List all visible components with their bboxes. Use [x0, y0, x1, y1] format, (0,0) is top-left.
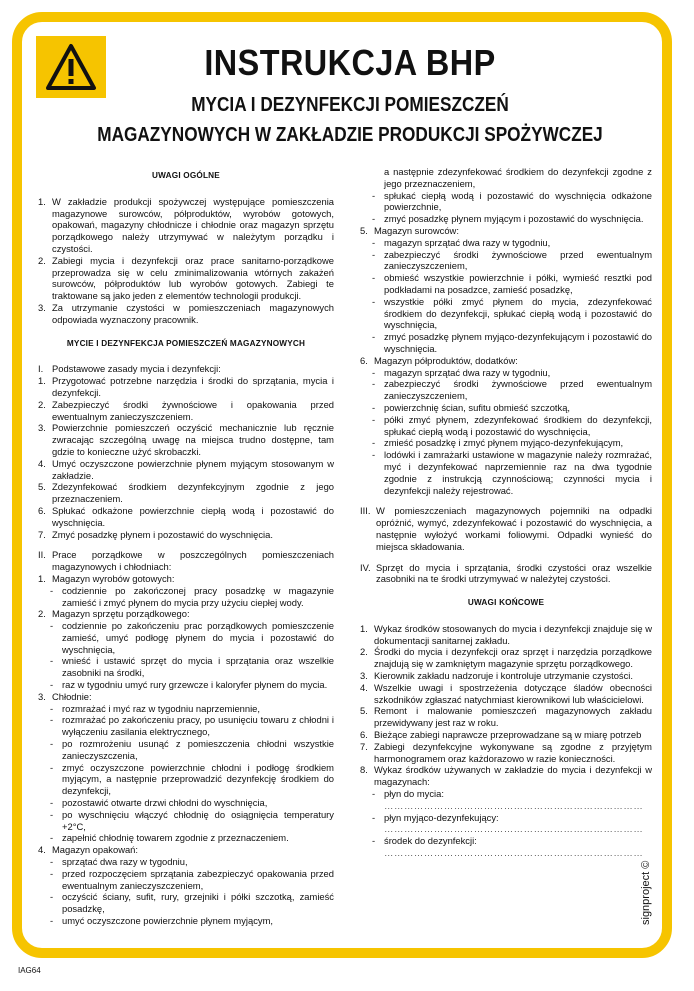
dash-item: - zmyć posadzkę płynem myjącym i pozostawić do wyschnięcia.: [372, 213, 644, 225]
list-item: 7. Zabiegi dezynfekcyjne wykonywane są zgodne z przyjętym harmonogramem oraz każdorazowo w razie konieczności.: [360, 740, 652, 764]
product-code: IAG64: [18, 966, 41, 975]
list-item: 2. Zabiegi mycia i dezynfekcji oraz prace sanitarno-porządkowe przeprowadza się w celu zminimalizowania wtórnych zakażeń surowców, półproduktów lub wyrobów gotowych. Zabiegi te traktowane są jako jeden z elementów technologii produkcji.: [38, 254, 334, 302]
general-heading: UWAGI OGÓLNE: [152, 171, 220, 180]
dash-item: - umyć oczyszczone powierzchnie płynem myjącym,: [50, 915, 274, 927]
dash-item: - zmyć posadzkę płynem myjąco-dezynfekującym i pozostawić do wyschnięcia.: [372, 331, 652, 354]
dash-item: - rozmrażać i myć raz w tygodniu naprzemiennie,: [50, 702, 260, 714]
fill-line[interactable]: - środek do dezynfekcji: ……………………………………………………………………: [372, 835, 644, 859]
dash-item: - zapełnić chłodnię towarem zgodnie z przeznaczeniem.: [50, 832, 289, 844]
dash-item: - zmyć oczyszczone powierzchnie chłodni i podłogę środkiem myjącym, a następnie przeprowadzić dezynfekcję środkiem do dezynfekcji,: [50, 761, 334, 797]
brand-mark: signproject ©: [640, 860, 652, 925]
list-item: 1. Wykaz środków stosowanych do mycia i dezynfekcji znajduje się w dokumentacji sanitarnej zakładu.: [360, 622, 652, 646]
dash-item: - oczyścić ściany, sufit, rury, grzejniki i półki szczotką, zamieść posadzkę,: [50, 891, 334, 915]
dash-item: - magazyn sprzątać dwa razy w tygodniu,: [372, 236, 551, 248]
list-item: 4. Umyć oczyszczone powierzchnie płynem myjącym stosowanym w zakładzie.: [38, 457, 334, 481]
list-item: 3. Kierownik zakładu nadzoruje i kontroluje utrzymanie czystości.: [360, 670, 633, 682]
warning-badge: [36, 36, 106, 98]
list-item: 8. Wykaz środków używanych w zakładzie do mycia i dezynfekcji w magazynach:: [360, 764, 652, 788]
group-title: 2. Magazyn sprzętu porządkowego:: [38, 608, 190, 620]
list-item: 2. Środki do mycia i dezynfekcji oraz sprzęt i narzędzia porządkowe znajdują się w zamkniętym magazynie sprzętu porządkowego.: [360, 646, 652, 670]
dash-item-continued: a następnie zdezynfekować środkiem do dezynfekcji zgodne z jego przeznaczeniem,: [384, 166, 652, 189]
list-item: 5. Zdezynfekować środkiem dezynfekcyjnym zgodnie z jego przeznaczeniem.: [38, 481, 334, 505]
dash-item: - półki zmyć płynem, zdezynfekować środkiem do dezynfekcji, spłukać ciepłą wodą i pozostawić do wyschnięcia,: [372, 413, 652, 437]
right-column: [360, 166, 652, 859]
dash-item: - sprzątać dwa razy w tygodniu,: [50, 856, 188, 868]
list-item: 1. Przygotować potrzebne narzędzia i środki do sprzątania, mycia i dezynfekcji.: [38, 375, 334, 398]
list-item: 7. Zmyć posadzkę płynem i pozostawić do wyschnięcia.: [38, 528, 273, 540]
dash-item: - obmieść wszystkie powierzchnie i półki, wymieść resztki pod podkładami na posadzce, zamieść posadzkę,: [372, 272, 652, 295]
dash-item: - przed rozpoczęciem sprzątania zabezpieczyć opakowania przed ewentualnym zanieczyszczeniem,: [50, 867, 334, 891]
page-subtitle-line1: MYCIA I DEZYNFEKCJI POMIESZCZEŃ: [191, 94, 509, 116]
dash-item: - wnieść i ustawić sprzęt do mycia i sprzątania oraz wszelkie zasobniki na środki,: [50, 655, 334, 679]
fill-line[interactable]: - płyn myjąco-dezynfekujący: ……………………………………………………………………: [372, 811, 644, 835]
final-heading: UWAGI KOŃCOWE: [467, 598, 545, 608]
group-title: 4. Magazyn opakowań:: [38, 844, 138, 856]
dash-item: - lodówki i zamrażarki ustawione w magazynie należy rozmrażać, myć i dezynfekować naprzemiennie raz na dwa tygodnie zgodnie z instrukcją czynnościową; czynności mycia i dezynfekcji należy rejestrować.: [372, 449, 652, 496]
dash-item: - wszystkie półki zmyć płynem do mycia, zdezynfekować środkiem do dezynfekcji, spłukać ciepłą wodą i pozostawić do wyschnięcia,: [372, 295, 652, 331]
group-title: 6. Magazyn półproduktów, dodatków:: [360, 354, 518, 366]
dash-item: - po wyschnięciu włączyć chłodnię do osiągnięcia temperatury +2°C,: [50, 808, 334, 832]
dash-item: - zmieść posadzkę i zmyć płynem myjąco-dezynfekującym,: [372, 437, 624, 449]
washing-heading: MYCIE I DEZYNFEKCJA POMIESZCZEŃ MAGAZYNOWYCH: [66, 338, 306, 348]
dash-item: - powierzchnię ścian, sufitu obmieść szczotką,: [372, 401, 571, 413]
page-subtitle-line2: MAGAZYNOWYCH W ZAKŁADZIE PRODUKCJI SPOŻYWCZEJ: [97, 124, 603, 146]
dash-item: - zabezpieczyć środki żywnościowe przed ewentualnym zanieczyszczeniem,: [372, 248, 652, 272]
dash-item: - pozostawić otwarte drzwi chłodni do wyschnięcia,: [50, 797, 268, 809]
section-II: II. Prace porządkowe w poszczególnych pomieszczeniach magazynowych i chłodniach:: [38, 549, 334, 573]
list-item: 6. Spłukać odkażone powierzchnie ciepłą wodą i pozostawić do wyschnięcia.: [38, 504, 334, 528]
group-title: 3. Chłodnie:: [38, 690, 92, 702]
list-item: 4. Wszelkie uwagi i spostrzeżenia dotyczące śladów obecności szkodników zgłaszać natychmiast kierownikowi lub właścicielowi.: [360, 681, 652, 705]
dash-item: - raz w tygodniu umyć rury grzewcze i kaloryfer płynem do mycia.: [50, 679, 328, 691]
section-IV: IV. Sprzęt do mycia i sprzątania, środki czystości oraz wszelkie zasobniki na te środki utrzymywać w należytej czystości.: [360, 561, 652, 585]
section-I: I. Podstawowe zasady mycia i dezynfekcji:: [38, 363, 221, 375]
dash-item: - magazyn sprzątać dwa razy w tygodniu,: [372, 366, 551, 378]
dash-item: - zabezpieczyć środki żywnościowe przed ewentualnym zanieczyszczeniem,: [372, 378, 652, 402]
list-item: 3. Za utrzymanie czystości w pomieszczeniach magazynowych odpowiada wyznaczony pracownik.: [38, 301, 334, 325]
list-item: 5. Remont i malowanie pomieszczeń magazynowych zakładu przewidywany jest raz w roku.: [360, 705, 652, 729]
dash-item: - spłukać ciepłą wodą i pozostawić do wyschnięcia odkażone powierzchnie,: [372, 189, 652, 213]
dash-item: - rozmrażać po zakończeniu pracy, po usunięciu towaru z chłodni i wyłączeniu zasilania elektrycznego,: [50, 714, 334, 738]
group-title: 1. Magazyn wyrobów gotowych:: [38, 572, 175, 584]
list-item: 3. Powierzchnie pomieszczeń oczyścić mechanicznie lub ręcznie zwracając szczególną uwagę na miejsca trudno dostępne, tam gdzie to konieczne użyć skrobaczki.: [38, 422, 334, 457]
list-item: 1. W zakładzie produkcji spożywczej występujące pomieszczenia magazynowe surowców, półproduktów, wyrobów gotowych, opakowań, magazyny chłodnicze i chłodnie oraz magazyn sprzętu porządkowego należy utrzymywać w należytym porządku i czystości.: [38, 195, 334, 254]
page-title: INSTRUKCJA BHP: [204, 42, 496, 83]
dash-item: - po rozmrożeniu usunąć z pomieszczenia chłodni wszystkie zanieczyszczenia,: [50, 738, 334, 761]
section-III: III. W pomieszczeniach magazynowych pojemniki na odpadki opróżnić, wymyć, zdezynfekować i pozostawić do wyschnięcia, a następnie wyłożyć workami foliowymi. Odpadki wynieść do miejsca składowania.: [360, 505, 652, 552]
dash-item: - codziennie po zakończeniu prac porządkowych pomieszczenie zamieść, umyć podłogę płynem do mycia i pozostawić do wyschnięcia,: [50, 620, 334, 655]
list-item: 2. Zabezpieczyć środki żywnościowe i opakowania przed ewentualnym zanieczyszczeniem.: [38, 398, 334, 422]
dash-item: - codziennie po zakończonej pracy posadzkę w magazynie zamieść i zmyć płynem do mycia przy użyciu ciepłej wody.: [50, 584, 334, 608]
list-item: 6. Bieżące zabiegi naprawcze przeprowadzane są w miarę potrzeb: [360, 729, 642, 741]
left-column: [38, 170, 334, 927]
warning-triangle-icon: [36, 36, 106, 98]
fill-line[interactable]: - płyn do mycia: ……………………………………………………………………: [372, 788, 644, 811]
group-title: 5. Magazyn surowców:: [360, 224, 459, 236]
